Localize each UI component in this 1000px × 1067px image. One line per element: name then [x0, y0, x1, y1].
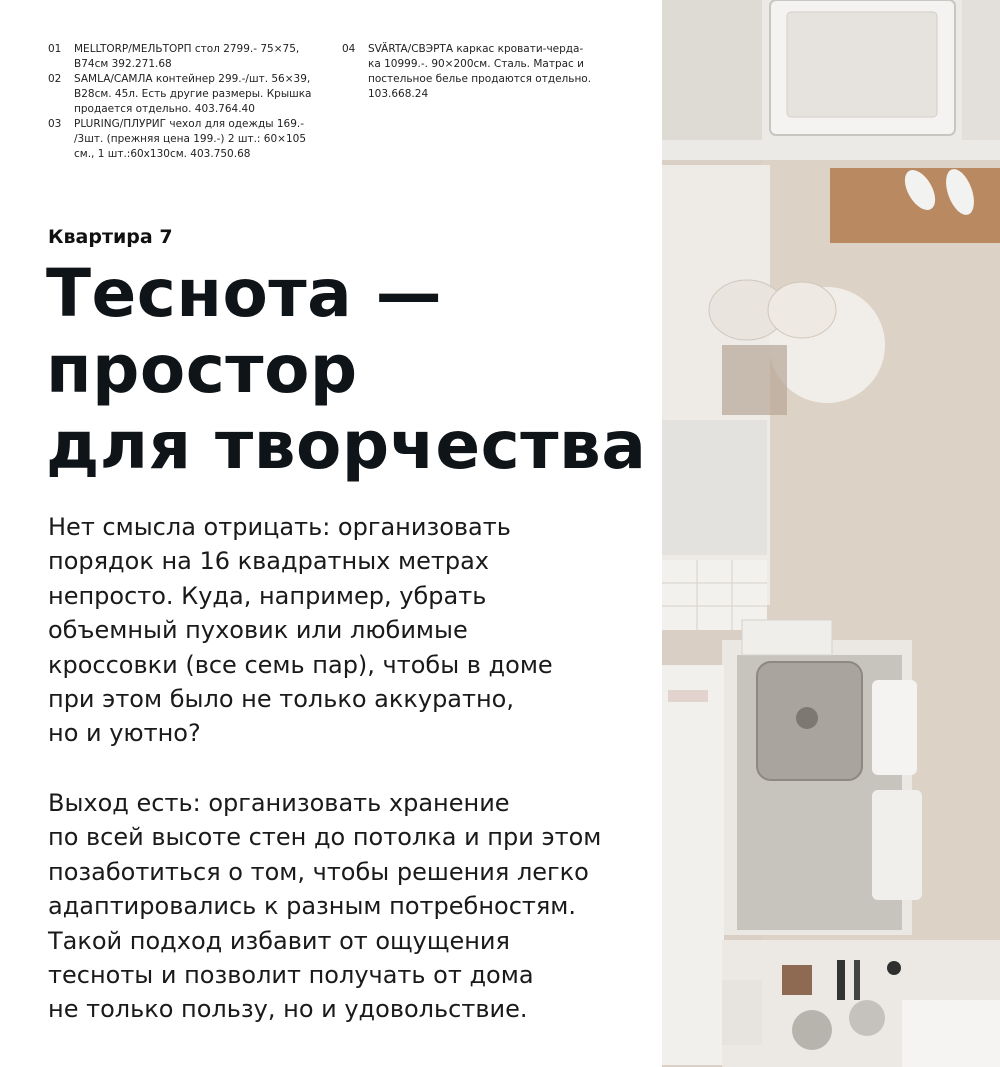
body-paragraph-2: Выход есть: организовать хранение по всей высоте стен до потолка и при этом позаботиться о том, чтобы решения легко адаптировались к разным потребностям. Такой подход избавит от ощущения тесноты и позволит получать от дома не только пользу, но и удовольствие. — [48, 789, 602, 1024]
caption-item — [48, 42, 313, 72]
caption-number: 02 — [48, 73, 62, 85]
caption-text: SVÄRTA/СВЭРТА каркас кровати-черда- ка 10999.-. 90×200см. Сталь. Матрас и постельное белье продаются отдельно. 103.668.24 — [368, 43, 592, 100]
captions-column-left — [48, 42, 313, 162]
caption-item — [48, 72, 313, 117]
section-kicker: Квартира 7 — [48, 226, 173, 248]
body-paragraph-1: Нет смысла отрицать: организовать порядок на 16 квадратных метрах непросто. Куда, например, убрать объемный пуховик или любимые кроссовки (все семь пар), чтобы в доме при этом было не только аккуратно, но и уютно? — [48, 513, 553, 748]
caption-number: 04 — [342, 43, 356, 55]
apartment-photo-illustration — [662, 0, 1000, 1067]
caption-text: MELLTORP/МЕЛЬТОРП стол 2799.- 75×75, В74см 392.271.68 — [74, 43, 300, 70]
apartment-photo — [662, 0, 1000, 1067]
caption-text: SAMLA/САМЛА контейнер 299.-/шт. 56×39, В28см. 45л. Есть другие размеры. Крышка продается отдельно. 403.764.40 — [74, 73, 312, 115]
caption-text: PLURING/ПЛУРИГ чехол для одежды 169.- /3шт. (прежняя цена 199.-) 2 шт.: 60×105 см., 1 шт.:60x130см. 403.750.68 — [74, 118, 306, 160]
caption-number: 03 — [48, 118, 62, 130]
caption-number: 01 — [48, 43, 62, 55]
caption-item — [342, 42, 592, 102]
page-headline: Теснота — простор для творчества — [46, 255, 647, 484]
caption-item — [48, 117, 313, 162]
captions-column-right — [342, 42, 592, 102]
